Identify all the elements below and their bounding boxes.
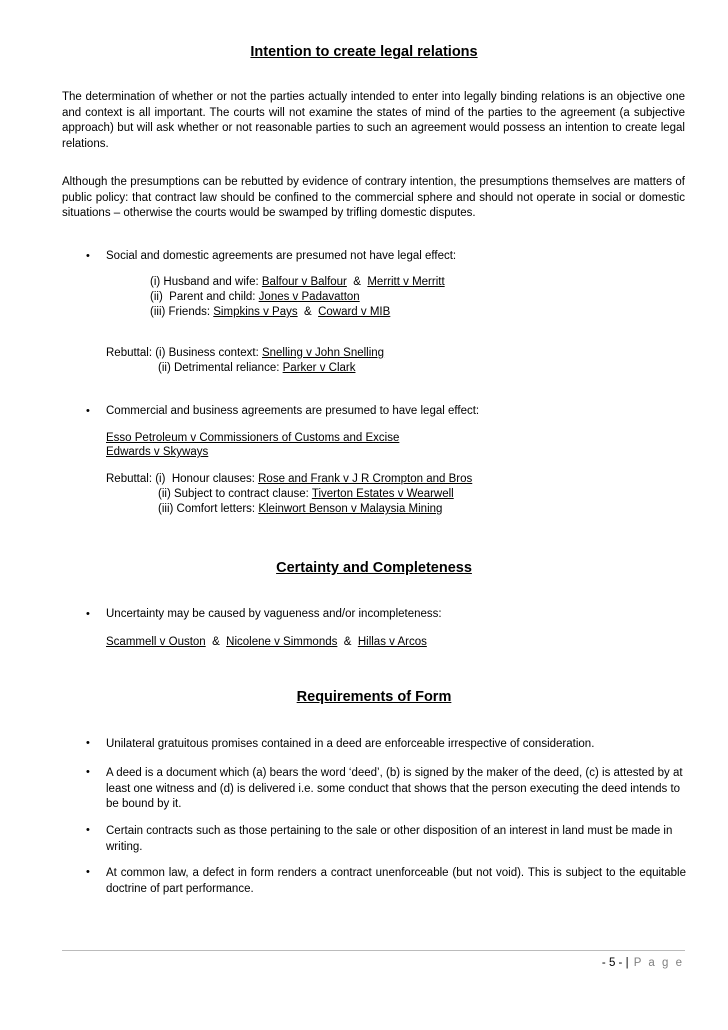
bullet-marker: • bbox=[86, 824, 90, 836]
case-list-item: (iii) Friends: Simpkins v Pays & Coward v MIB bbox=[150, 306, 391, 318]
case-line bbox=[106, 446, 208, 458]
footer-divider bbox=[62, 950, 685, 951]
rebuttal-line: (ii) Subject to contract clause: Tiverton Estates v Wearwell bbox=[158, 488, 454, 500]
rebuttal-line: (ii) Detrimental reliance: Parker v Clark bbox=[158, 362, 356, 374]
case-line bbox=[106, 432, 399, 444]
bullet-marker: • bbox=[86, 250, 90, 262]
page-label: P a g e bbox=[628, 957, 684, 969]
case-link[interactable]: Tiverton Estates v Wearwell bbox=[311, 488, 454, 500]
case-line: Scammell v Ouston & Nicolene v Simmonds & Hillas v Arcos bbox=[106, 636, 427, 648]
case-link[interactable]: Jones v Padavatton bbox=[258, 291, 360, 303]
paragraph-presumptions: Although the presumptions can be rebutted by evidence of contrary intention, the presumptions themselves are matters of public policy: that contract law should be confined to the commercial sphere and should not operate in social or domestic situations – otherwise the courts would be swamped by trifling domestic disputes. bbox=[62, 176, 685, 219]
bullet-uncertainty: Uncertainty may be caused by vagueness and/or incompleteness: bbox=[106, 608, 442, 620]
rebuttal-line: Rebuttal: (i) Honour clauses: Rose and Frank v J R Crompton and Bros bbox=[106, 473, 473, 485]
case-link[interactable]: Parker v Clark bbox=[282, 362, 356, 374]
paragraph-objective-test: The determination of whether or not the parties actually intended to enter into legally binding relations is an objective one and context is all important. The courts will not examine the states of mind of the parties to the agreement (a subjective approach) but will ask whether or not reasonable parties to such an agreement would possess an intention to create legal relations. bbox=[62, 91, 685, 150]
bullet-marker: • bbox=[86, 766, 90, 778]
bullet-land-contracts: Certain contracts such as those pertaining to the sale or other disposition of an interest in land must be made in writing. bbox=[106, 825, 673, 853]
bullet-marker: • bbox=[86, 608, 90, 620]
footer-separator: | bbox=[625, 957, 629, 969]
bullet-marker: • bbox=[86, 405, 90, 417]
case-link[interactable]: Coward v MIB bbox=[318, 306, 391, 318]
case-link[interactable]: Scammell v Ouston bbox=[106, 636, 206, 648]
bullet-defect-in-form: At common law, a defect in form renders a contract unenforceable (but not void). This is subject to the equitable doctrine of part performance. bbox=[106, 867, 686, 895]
bullet-marker: • bbox=[86, 866, 90, 878]
heading-intention: Intention to create legal relations bbox=[250, 44, 478, 60]
page-number: - 5 - bbox=[601, 957, 626, 969]
page-footer bbox=[602, 957, 684, 969]
case-link[interactable]: Hillas v Arcos bbox=[357, 636, 427, 648]
case-link[interactable]: Merritt v Merritt bbox=[367, 276, 445, 288]
case-list-item: (ii) Parent and child: Jones v Padavatton bbox=[150, 291, 360, 303]
bullet-deed-promises: Unilateral gratuitous promises contained in a deed are enforceable irrespective of consideration. bbox=[106, 738, 595, 750]
rebuttal-line: Rebuttal: (i) Business context: Snelling v John Snelling bbox=[106, 347, 385, 359]
case-list-item: (i) Husband and wife: Balfour v Balfour & Merritt v Merritt bbox=[150, 276, 445, 288]
case-link[interactable]: Nicolene v Simmonds bbox=[226, 636, 338, 648]
bullet-marker: • bbox=[86, 737, 90, 749]
case-link[interactable]: Balfour v Balfour bbox=[261, 276, 347, 288]
rebuttal-line: (iii) Comfort letters: Kleinwort Benson v Malaysia Mining bbox=[158, 503, 443, 515]
case-link[interactable]: Simpkins v Pays bbox=[213, 306, 298, 318]
case-link[interactable]: Edwards v Skyways bbox=[106, 446, 209, 458]
case-link[interactable]: Kleinwort Benson v Malaysia Mining bbox=[258, 503, 443, 515]
case-link[interactable]: Esso Petroleum v Commissioners of Customs and Excise bbox=[106, 432, 400, 444]
bullet-social-domestic: Social and domestic agreements are presumed not have legal effect: bbox=[106, 250, 457, 262]
heading-certainty: Certainty and Completeness bbox=[276, 560, 472, 576]
case-link[interactable]: Snelling v John Snelling bbox=[261, 347, 385, 359]
case-link[interactable]: Rose and Frank v J R Crompton and Bros bbox=[258, 473, 473, 485]
bullet-commercial: Commercial and business agreements are presumed to have legal effect: bbox=[106, 405, 480, 417]
bullet-deed-definition: A deed is a document which (a) bears the word ‘deed’, (b) is signed by the maker of the deed, (c) is attested by at least one witness and (d) is delivered i.e. some conduct that shows that the person executing the deed intends to be bound by it. bbox=[106, 767, 683, 810]
heading-requirements-of-form: Requirements of Form bbox=[296, 689, 452, 705]
